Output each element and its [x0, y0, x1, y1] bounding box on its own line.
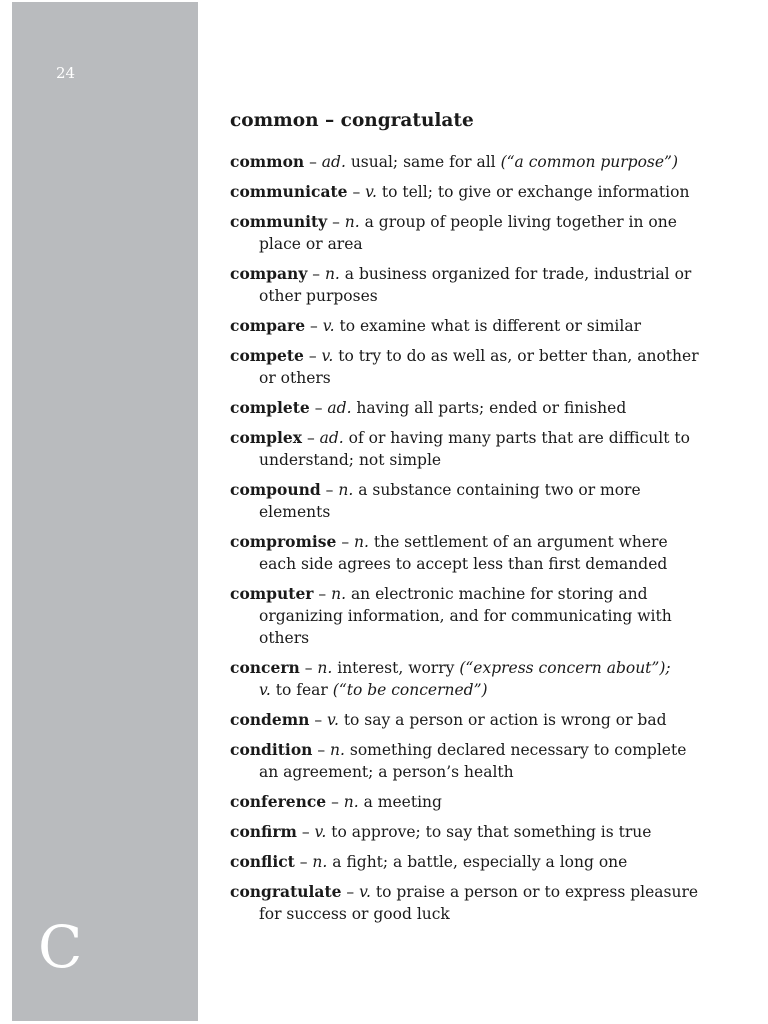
- entry-pos: n.: [324, 265, 340, 283]
- entry-sep: –: [299, 659, 318, 677]
- entry-sep: –: [294, 853, 313, 871]
- entry-def: of or having many parts that are difficult to understand; not simple: [259, 429, 690, 469]
- entry-pos: n.: [331, 585, 347, 603]
- entry-pos: v.: [359, 883, 371, 901]
- entry-word: compromise: [230, 532, 337, 551]
- entry-sep: –: [336, 533, 355, 551]
- dictionary-entry: [230, 709, 700, 731]
- page-heading: common – congratulate: [230, 110, 474, 131]
- dictionary-entry: [230, 657, 700, 701]
- entry-word: communicate: [230, 182, 348, 201]
- dictionary-entry: [230, 531, 700, 575]
- entry-word: community: [230, 212, 328, 231]
- dictionary-entry: [230, 211, 700, 255]
- entry-ex: (“a common purpose”): [500, 153, 679, 171]
- entry-sep: –: [309, 711, 328, 729]
- entry-pos: ad.: [321, 153, 346, 171]
- entry-pos: v.: [365, 183, 377, 201]
- entry-sep: –: [326, 793, 344, 811]
- entry-word: complete: [230, 398, 310, 417]
- entry-word: conference: [230, 792, 327, 811]
- dictionary-entry: [230, 851, 700, 873]
- entry-sep: –: [347, 183, 366, 201]
- entry-def: to tell; to give or exchange information: [376, 183, 690, 201]
- entry-def: to say a person or action is wrong or bad: [338, 711, 667, 729]
- entry-list: [230, 151, 700, 925]
- entry-def: to approve; to say that something is true: [326, 823, 652, 841]
- entry-word: confirm: [230, 822, 297, 841]
- entry-def: a business organized for trade, industrial or other purposes: [259, 265, 692, 305]
- entry-def: a substance containing two or more elements: [259, 481, 641, 521]
- entry-sep: –: [303, 347, 322, 365]
- entry-sep: –: [341, 883, 360, 901]
- dictionary-content: [230, 110, 700, 933]
- dictionary-entry: [230, 739, 700, 783]
- entry-def: a meeting: [358, 793, 442, 811]
- entry-word: conflict: [230, 852, 295, 871]
- dictionary-entry: [230, 397, 700, 419]
- entry-pos: v.: [327, 711, 339, 729]
- entry-word: congratulate: [230, 882, 342, 901]
- entry-pos: n.: [330, 741, 345, 759]
- entry-pos: v.: [259, 681, 271, 699]
- entry-pos: ad.: [319, 429, 344, 447]
- dictionary-entry: [230, 583, 700, 649]
- entry-pos: v.: [321, 347, 334, 365]
- dictionary-entry: [230, 881, 700, 925]
- entry-def: to try to do as well as, or better than, another or others: [259, 347, 699, 387]
- entry-word: condition: [230, 740, 313, 759]
- entry-word: concern: [230, 658, 300, 677]
- section-sidebar: [12, 2, 198, 1021]
- entry-sep: –: [307, 265, 325, 283]
- dictionary-entry: [230, 263, 700, 307]
- entry-sep: –: [304, 153, 322, 171]
- entry-sep: –: [327, 213, 345, 231]
- entry-sep: –: [302, 429, 320, 447]
- entry-def: the settlement of an argument where each side agrees to accept less than first demanded: [259, 533, 668, 573]
- dictionary-entry: [230, 479, 700, 523]
- entry-word: computer: [230, 584, 314, 603]
- section-letter: C: [38, 913, 83, 981]
- entry-word: common: [230, 152, 305, 171]
- entry-def: a fight; a battle, especially a long one: [327, 853, 628, 871]
- dictionary-entry: [230, 181, 700, 203]
- entry-pos: n.: [338, 481, 354, 499]
- entry-sep: –: [309, 399, 328, 417]
- dictionary-entry: [230, 821, 700, 843]
- entry-pos: n.: [312, 853, 328, 871]
- entry-word: complex: [230, 428, 303, 447]
- dictionary-entry: [230, 151, 700, 173]
- entry-word: condemn: [230, 710, 310, 729]
- entry-pos: n.: [343, 793, 359, 811]
- dictionary-entry: [230, 315, 700, 337]
- entry-sep: –: [320, 481, 339, 499]
- entry-pos: v.: [314, 823, 327, 841]
- entry-word: company: [230, 264, 308, 283]
- entry-def: to examine what is different or similar: [334, 317, 641, 335]
- entry-def: usual; same for all: [345, 153, 501, 171]
- entry-word: compound: [230, 480, 321, 499]
- dictionary-entry: [230, 345, 700, 389]
- entry-pos: n.: [344, 213, 360, 231]
- entry-ex: (“express concern about”);: [459, 659, 671, 677]
- entry-word: compete: [230, 346, 304, 365]
- entry-sep: –: [313, 585, 332, 603]
- entry-word: compare: [230, 316, 306, 335]
- entry-def: to fear: [270, 681, 333, 699]
- entry-sep: –: [312, 741, 331, 759]
- dictionary-entry: [230, 427, 700, 471]
- entry-def: having all parts; ended or finished: [351, 399, 627, 417]
- entry-ex: (“to be concerned”): [332, 681, 488, 699]
- entry-pos: ad.: [327, 399, 352, 417]
- dictionary-entry: [230, 791, 700, 813]
- entry-def: a group of people living together in one place or area: [259, 213, 677, 253]
- entry-def: something declared necessary to complete an agreement; a person’s health: [259, 741, 687, 781]
- entry-def: an electronic machine for storing and organizing information, and for communicating with others: [259, 585, 672, 647]
- entry-def: to praise a person or to express pleasure for success or good luck: [259, 883, 699, 923]
- page-number: 24: [56, 64, 76, 82]
- entry-pos: v.: [322, 317, 335, 335]
- entry-def: interest, worry: [332, 659, 460, 677]
- entry-sep: –: [305, 317, 323, 335]
- entry-pos: n.: [317, 659, 333, 677]
- entry-sep: –: [296, 823, 315, 841]
- entry-pos: n.: [354, 533, 369, 551]
